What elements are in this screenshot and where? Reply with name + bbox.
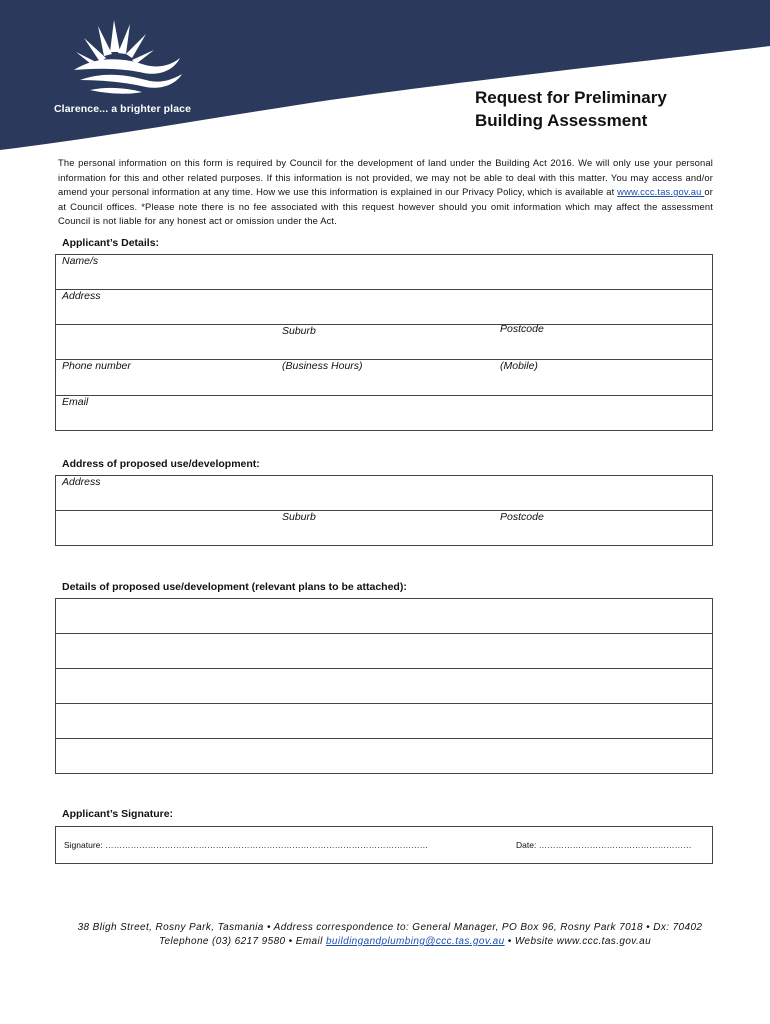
council-tagline: Clarence... a brighter place <box>54 103 192 115</box>
address-field[interactable] <box>56 290 713 325</box>
details-line-3[interactable] <box>56 669 713 704</box>
signature-label: Signature: …………………………………………………………………………………………………… <box>64 840 429 850</box>
business-hours-field[interactable] <box>276 360 494 396</box>
signature-heading: Applicant’s Signature: <box>62 808 174 820</box>
proposed-address-field[interactable] <box>56 476 713 511</box>
proposed-address-heading: Address of proposed use/development: <box>62 458 260 470</box>
details-line-5[interactable] <box>56 739 713 774</box>
email-label: Email <box>62 396 89 408</box>
details-table <box>55 598 713 774</box>
privacy-statement <box>58 156 713 229</box>
address-label: Address <box>62 290 101 302</box>
email-field[interactable] <box>56 396 713 431</box>
proposed-suburb-field[interactable] <box>276 511 494 546</box>
phone-field[interactable] <box>56 360 277 396</box>
proposed-suburb-label: Suburb <box>282 511 316 523</box>
proposed-address-label: Address <box>62 476 101 488</box>
footer-phone-text: Telephone (03) 6217 9580 • Email <box>158 936 326 947</box>
footer-address: 38 Bligh Street, Rosny Park, Tasmania • Address correspondence to: General Manager, PO Box 96, Rosny Park 7018 • Dx: 70402 <box>77 922 703 933</box>
footer-email-link[interactable]: buildingandplumbing@ccc.tas.gov.au <box>325 936 505 947</box>
postcode-field[interactable] <box>494 325 713 360</box>
suburb-label: Suburb <box>282 325 316 337</box>
privacy-link[interactable]: www.ccc.tas.gov.au <box>617 186 705 198</box>
signature-field[interactable] <box>56 827 505 864</box>
applicant-details-heading: Applicant’s Details: <box>62 237 160 249</box>
title-line-2: Building Assessment <box>475 111 648 130</box>
proposed-address-table <box>55 475 713 546</box>
mobile-field[interactable] <box>494 360 713 396</box>
phone-label: Phone number <box>62 360 131 372</box>
applicant-details-table <box>55 254 713 431</box>
signature-table <box>55 826 713 864</box>
proposed-address-line-2-field[interactable] <box>56 511 277 546</box>
page-title <box>475 86 667 132</box>
mobile-label: (Mobile) <box>500 360 538 372</box>
details-line-1[interactable] <box>56 599 713 634</box>
address-line-2-field[interactable] <box>56 325 277 360</box>
proposed-postcode-field[interactable] <box>494 511 713 546</box>
suburb-field[interactable] <box>276 325 494 360</box>
details-line-2[interactable] <box>56 634 713 669</box>
details-heading: Details of proposed use/development (relevant plans to be attached): <box>62 581 407 593</box>
names-field[interactable] <box>56 255 713 290</box>
council-logo <box>62 18 192 96</box>
footer-website-text: • Website www.ccc.tas.gov.au <box>504 936 652 947</box>
date-label: Date: ……………………………………………… <box>516 840 692 850</box>
postcode-label: Postcode <box>500 323 544 335</box>
title-line-1: Request for Preliminary <box>475 88 667 107</box>
privacy-text-1: The personal information on this form is required by Council for the development of land under the Building Act 2016. We will only use your personal information for this and other related purposes. If this information is not provided, we may not be able to deal with this matter. You may access and/or amend your personal information at any time. How we use this information is explained in our Privacy Policy, which is available at <box>58 157 713 198</box>
proposed-postcode-label: Postcode <box>500 511 544 523</box>
footer <box>0 921 770 949</box>
business-hours-label: (Business Hours) <box>282 360 363 372</box>
footer-contact <box>0 935 770 949</box>
names-label: Name/s <box>62 255 99 267</box>
privacy-text-2: or at Council offices. *Please note there is no fee associated with this request however should you omit information which may affect the assessment Council is not liable for any honest act or omission under the Act. <box>58 186 713 227</box>
details-line-4[interactable] <box>56 704 713 739</box>
date-field[interactable] <box>504 827 713 864</box>
